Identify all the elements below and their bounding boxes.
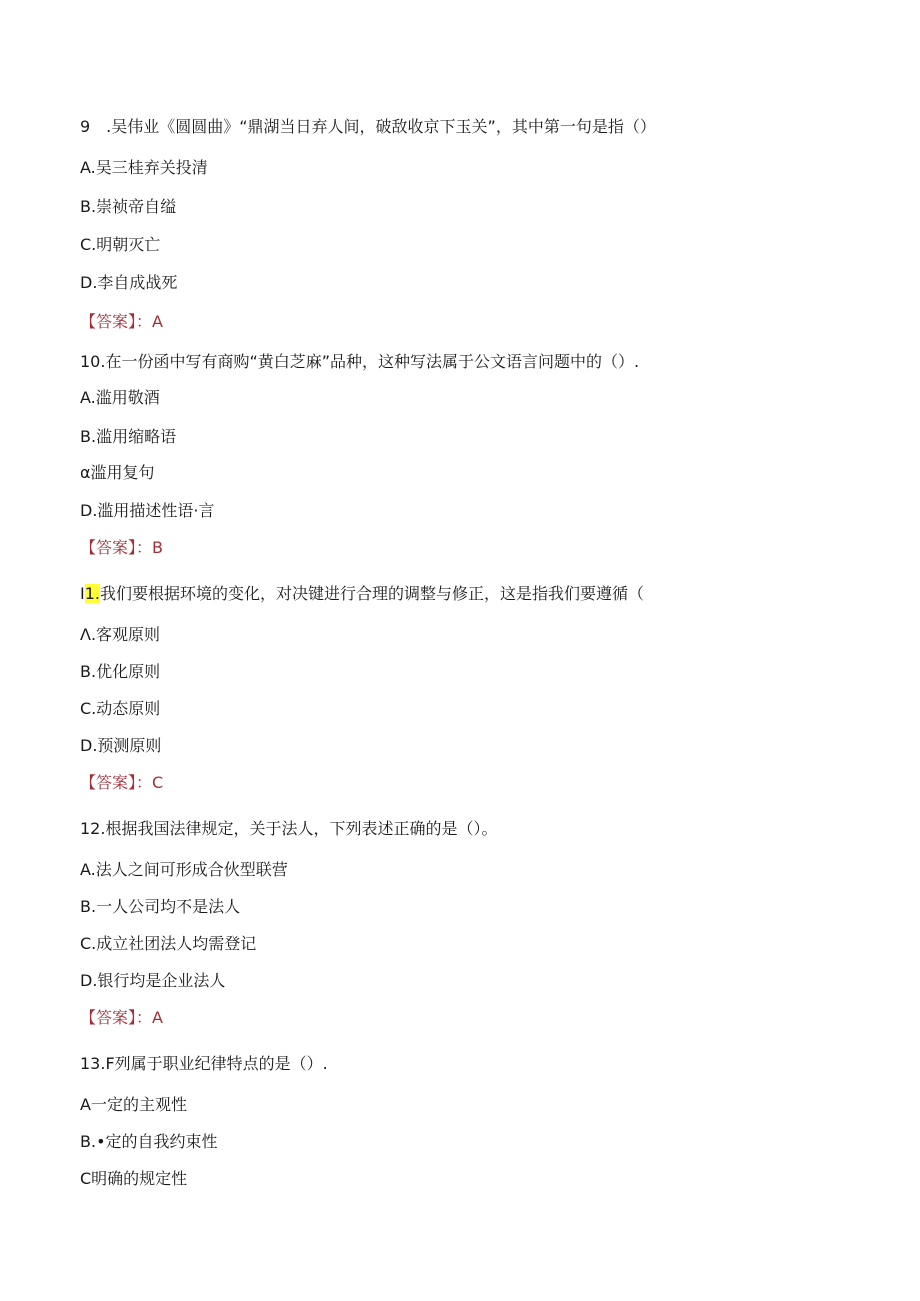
question-9-option-b: B.崇祯帝自缢 xyxy=(80,197,177,216)
question-9-answer: 【答案】：A xyxy=(80,312,163,331)
question-10-option-a: A.滥用敬酒 xyxy=(80,388,160,407)
question-10-stem: 10.在一份函中写有商购“黄白芝麻”品种，这种写法属于公文语言问题中的（）. xyxy=(80,352,640,371)
question-9-option-c: C.明朝灭亡 xyxy=(80,235,161,254)
question-12-stem: 12.根据我国法律规定，关于法人，下列表述正确的是（）。 xyxy=(80,819,498,838)
question-12-option-d: D.银行均是企业法人 xyxy=(80,971,226,990)
question-10-option-d: D.滥用描述性语·言 xyxy=(80,501,215,520)
question-12-option-b: B.一人公司均不是法人 xyxy=(80,897,241,916)
question-9-stem: 9 .吴伟业《圆圆曲》“鼎湖当日弃人间，破敌收京下玉关”，其中第一句是指（） xyxy=(80,117,656,136)
question-11-text: 我们要根据环境的变化，对决键进行合理的调整与修正，这是指我们要遵循（ xyxy=(99,584,644,603)
question-11-option-a: Λ.客观原则 xyxy=(80,625,161,644)
question-11-option-c: C.动态原则 xyxy=(80,699,161,718)
question-9-option-a: A.吴三桂弃关投清 xyxy=(80,158,208,177)
question-10-option-c: α滥用复句 xyxy=(80,463,155,482)
question-11-option-b: B.优化原则 xyxy=(80,662,161,681)
question-11-prefix: I xyxy=(80,584,85,603)
question-12-option-c: C.成立社团法人均需登记 xyxy=(80,934,257,953)
question-13-stem: 13.F列属于职业纪律特点的是（）. xyxy=(80,1054,328,1073)
question-13-option-c: C明确的规定性 xyxy=(80,1169,188,1188)
question-10-answer: 【答案】：B xyxy=(80,538,163,557)
question-10-option-b: B.滥用缩略语 xyxy=(80,427,177,446)
question-9-option-d: D.李自成战死 xyxy=(80,273,178,292)
question-11-answer: 【答案】：C xyxy=(80,773,164,792)
question-12-answer: 【答案】：A xyxy=(80,1008,163,1027)
question-13-option-a: A一定的主观性 xyxy=(80,1095,187,1114)
question-11-highlight: 1. xyxy=(84,584,100,603)
question-12-option-a: A.法人之间可形成合伙型联营 xyxy=(80,860,288,879)
question-13-option-b: B.•定的自我约束性 xyxy=(80,1132,218,1151)
question-11-stem xyxy=(80,583,644,605)
question-11-option-d: D.预测原则 xyxy=(80,736,162,755)
